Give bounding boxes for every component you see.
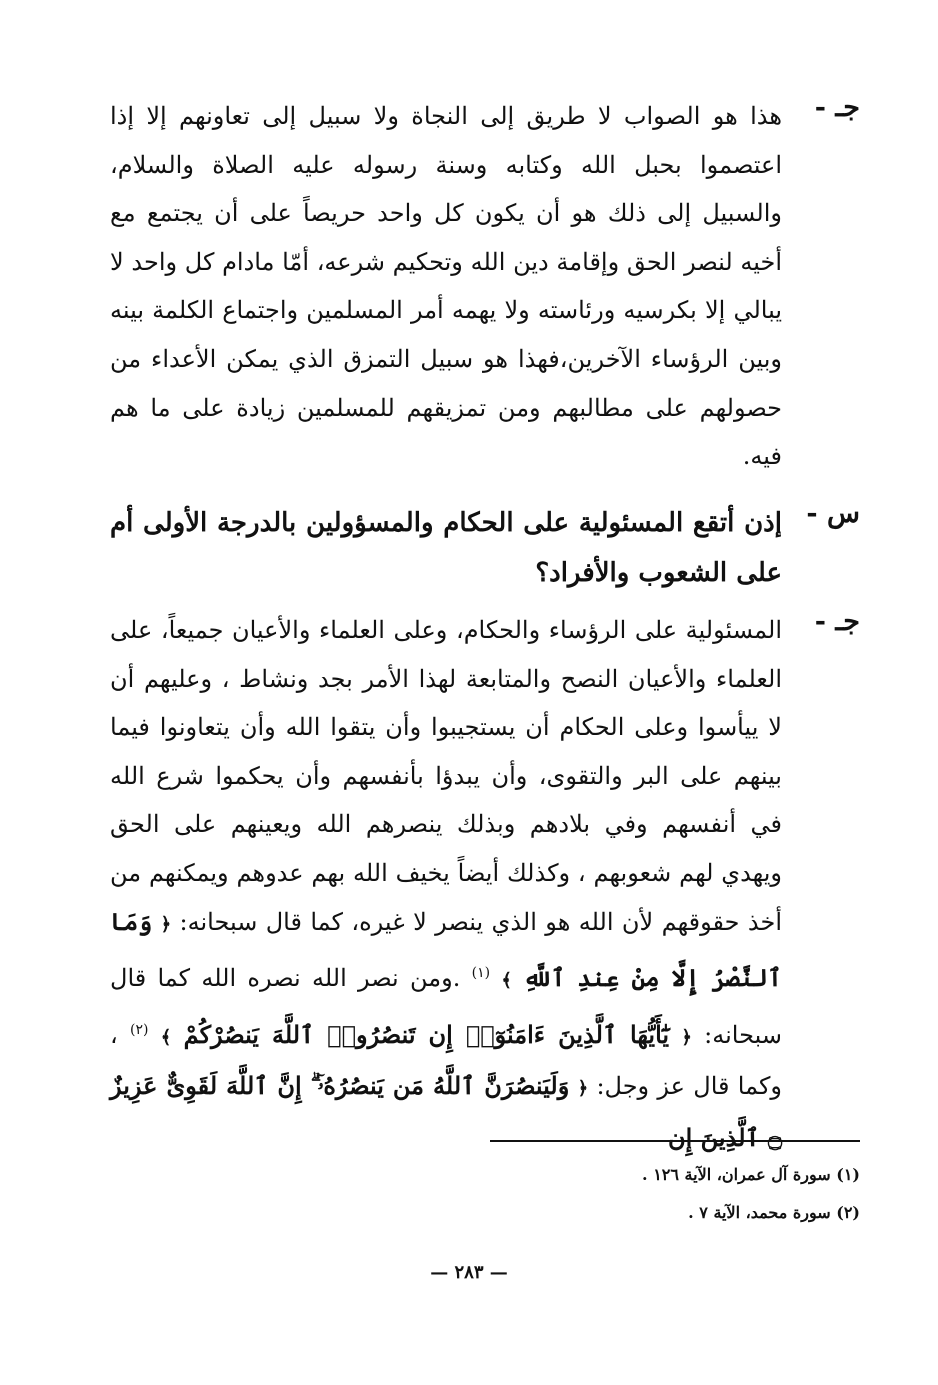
answer-text: .ومن نصر الله نصره الله كما قال سبحانه: [110,964,782,1049]
footnote-ref: (٢) [130,1021,149,1038]
footnotes [490,1156,860,1232]
footnote-item: (٢) سورة محمد، الآية ٧ . [688,1203,860,1222]
answer-paragraph: هذا هو الصواب لا طريق إلى النجاة ولا سبيل إلى تعاونهم إلا إذا اعتصموا بحبل الله وكتابه وسنة رسوله عليه الصلاة والسلام، والسبيل إلى ذلك هو أن يكون كل واحد حريصاً على أن يجتمع مع أخيه لنصر الحق وإقامة دين الله وتحكيم شرعه، أمّا مادام كل واحد لا يبالي إلا بكرسيه ورئاسته ولا يهمه أمر المسلمين واجتماع الكلمة بينه وبين الرؤساء الآخرين،فهذا هو سبيل التمزق الذي يمكن الأعداء من حصولهم على مطالبهم ومن تمزيقهم للمسلمين زيادة على ما هم فيه. [110,102,782,471]
quran-bracket-open: ﴿ [160,913,172,935]
footnote-ref: (١) [471,965,491,982]
quran-bracket-open: ﴿ [681,1026,692,1048]
question-block [110,498,860,598]
footnote-divider [490,1140,860,1142]
page-number: — ٢٨٣ — [430,1262,508,1283]
quran-verse: وَمَا ٱلنَّصْرُ إِلَّا مِنْ عِندِ ٱللَّهِ [110,906,782,993]
quran-bracket-close: ﴾ [160,1026,172,1048]
question-paragraph: إذن أتقع المسئولية على الحكام والمسؤولين بالدرجة الأولى أم على الشعوب والأفراد؟ [110,508,782,588]
quran-bracket-close: ﴾ [501,970,512,992]
question-marker: س - [806,498,860,529]
answer-marker: جـ - [814,606,860,637]
answer-block-1 [110,92,860,481]
footnote-item: (١) سورة آل عمران، الآية ١٢٦ . [642,1165,860,1184]
answer-text: المسئولية على الرؤساء والحكام، وعلى العلماء والأعيان جميعاً، على العلماء والأعيان النصح والمتابعة لهذا الأمر بجد ونشاط ، وعليهم أن لا ييأسوا وعلى الحكام أن يستجيبوا وأن يتقوا الله وأن يتعاونوا فيما بينهم على البر والتقوى، وأن يبدؤا بأنفسهم وأن يحكموا شرع الله في أنفسهم وفي بلادهم وبذلك ينصرهم الله ويعينهم على الحق ويهدي لهم شعوبهم ، وكذلك أيضاً يخيف الله بهم عدوهم ويمكنهم من أخذ حقوقهم لأن الله هو الذي ينصر لا غيره، كما قال سبحانه: [110,616,782,936]
answer-text: ، وكما قال عز وجل: [110,1020,782,1101]
answer-block-2 [110,606,860,1163]
answer-paragraph [110,606,782,1163]
quran-verse: يَٰٓأَيُّهَا ٱلَّذِينَ ءَامَنُوٓا۟ إِن تَنصُرُوا۟ ٱللَّهَ يَنصُرْكُمْ [183,1019,670,1049]
quran-bracket-open: ﴿ [577,1078,589,1100]
answer-marker: جـ - [814,92,860,123]
quran-verse: وَلَيَنصُرَنَّ ٱللَّهُ مَن يَنصُرُهُۥٓ ۗ إِنَّ ٱللَّهَ لَقَوِىٌّ عَزِيزٌ ۝ ٱلَّذِينَ إِن [110,1071,782,1152]
